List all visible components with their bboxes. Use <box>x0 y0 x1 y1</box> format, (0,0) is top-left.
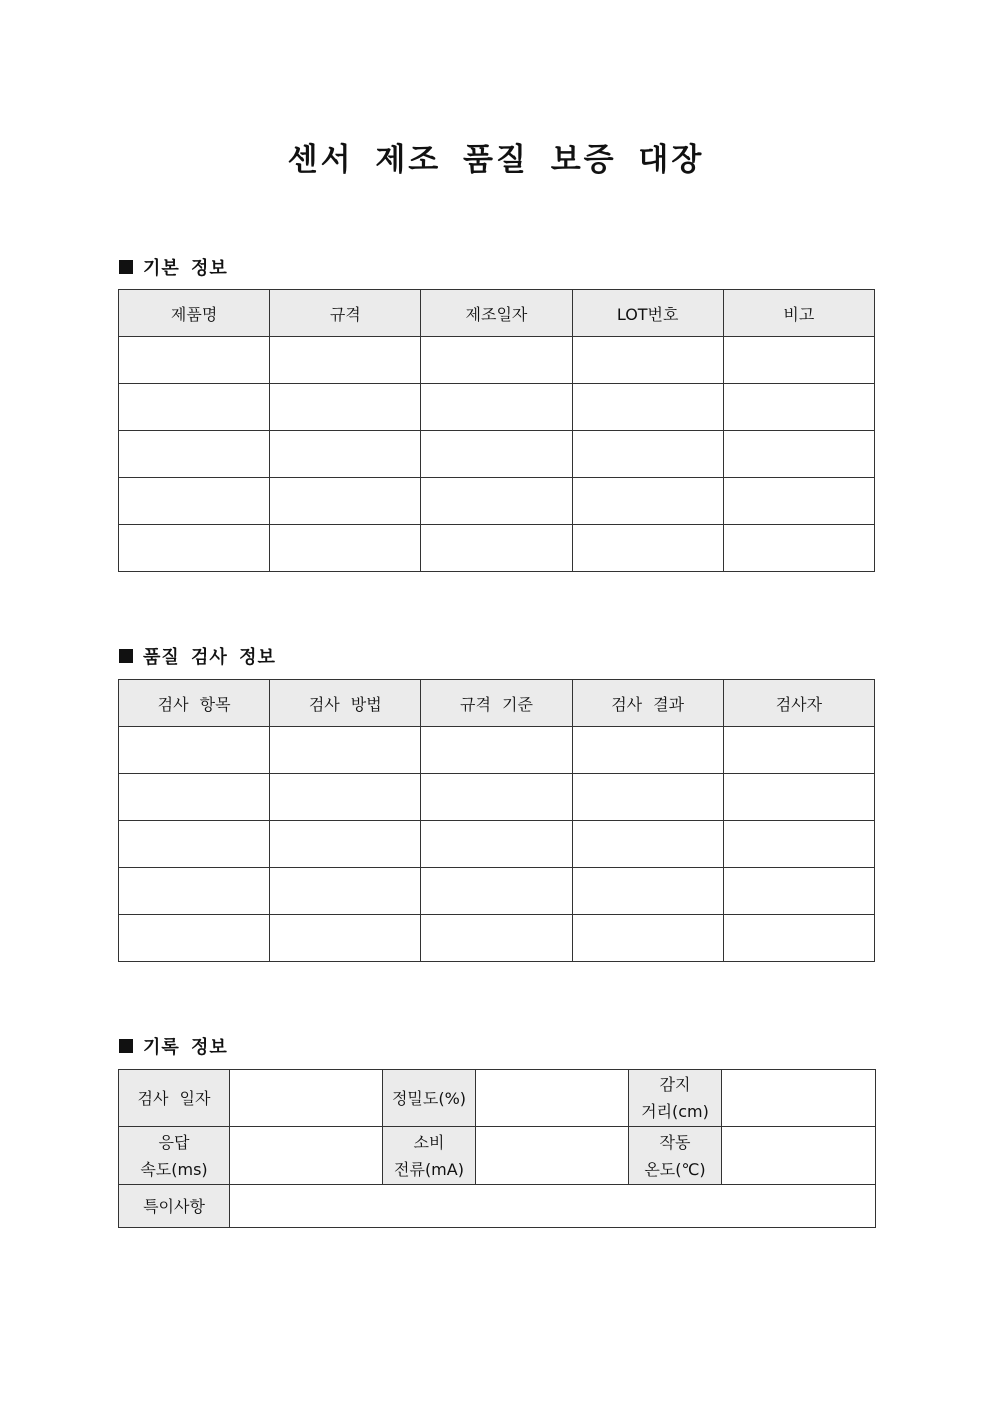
table-cell[interactable] <box>421 478 572 525</box>
section-heading-record-label: 기록 정보 <box>143 1037 228 1058</box>
column-header: 검사 결과 <box>572 680 723 727</box>
response-speed-label-line2: 속도(ms) <box>140 1159 208 1179</box>
table-cell[interactable] <box>421 525 572 572</box>
column-header: 검사자 <box>723 680 874 727</box>
table-row <box>119 525 875 572</box>
table-cell[interactable] <box>119 774 270 821</box>
table-cell[interactable] <box>119 821 270 868</box>
table-row <box>119 915 875 962</box>
table-cell[interactable] <box>421 915 572 962</box>
table-row <box>119 337 875 384</box>
table-cell[interactable] <box>572 384 723 431</box>
table-cell[interactable] <box>270 478 421 525</box>
current-consumption-label-line1: 소비 <box>413 1132 445 1152</box>
table-header-row <box>119 680 875 727</box>
table-cell[interactable] <box>119 525 270 572</box>
column-header: 제조일자 <box>421 290 572 337</box>
square-bullet-icon <box>119 649 133 663</box>
table-cell[interactable] <box>723 478 874 525</box>
table-row <box>119 868 875 915</box>
table-row <box>119 727 875 774</box>
record-info-table <box>118 1069 876 1228</box>
section-heading-basic <box>119 254 228 280</box>
table-cell[interactable] <box>119 337 270 384</box>
table-cell[interactable] <box>723 915 874 962</box>
table-cell[interactable] <box>572 821 723 868</box>
square-bullet-icon <box>119 260 133 274</box>
table-cell[interactable] <box>723 774 874 821</box>
table-row <box>119 431 875 478</box>
inspection-date-label: 검사 일자 <box>119 1070 230 1127</box>
table-cell[interactable] <box>270 868 421 915</box>
table-cell[interactable] <box>572 915 723 962</box>
current-consumption-label <box>383 1127 476 1185</box>
table-cell[interactable] <box>119 727 270 774</box>
remarks-label: 특이사항 <box>119 1185 230 1228</box>
column-header: 비고 <box>723 290 874 337</box>
table-header-row <box>119 290 875 337</box>
section-heading-record <box>119 1033 228 1059</box>
operating-temp-label-line2: 온도(℃) <box>644 1159 706 1179</box>
table-row <box>119 774 875 821</box>
table-cell[interactable] <box>119 478 270 525</box>
table-cell[interactable] <box>723 431 874 478</box>
table-row <box>119 1185 876 1228</box>
table-cell[interactable] <box>572 478 723 525</box>
table-cell[interactable] <box>421 337 572 384</box>
table-row <box>119 1070 876 1127</box>
table-cell[interactable] <box>572 431 723 478</box>
column-header: 제품명 <box>119 290 270 337</box>
table-cell[interactable] <box>723 525 874 572</box>
operating-temp-label <box>629 1127 722 1185</box>
remarks-field[interactable] <box>230 1185 876 1228</box>
table-cell[interactable] <box>572 525 723 572</box>
table-cell[interactable] <box>421 384 572 431</box>
operating-temp-field[interactable] <box>722 1127 876 1185</box>
section-heading-inspection-label: 품질 검사 정보 <box>143 647 276 668</box>
column-header: 검사 항목 <box>119 680 270 727</box>
table-cell[interactable] <box>270 774 421 821</box>
table-cell[interactable] <box>119 384 270 431</box>
current-consumption-label-line2: 전류(mA) <box>394 1159 464 1179</box>
table-cell[interactable] <box>119 868 270 915</box>
precision-label: 정밀도(%) <box>383 1070 476 1127</box>
table-row <box>119 384 875 431</box>
operating-temp-label-line1: 작동 <box>659 1132 691 1152</box>
sensing-distance-label <box>629 1070 722 1127</box>
table-row <box>119 1127 876 1185</box>
response-speed-field[interactable] <box>230 1127 383 1185</box>
table-cell[interactable] <box>572 868 723 915</box>
sensing-distance-label-line1: 감지 <box>659 1075 691 1094</box>
sensing-distance-field[interactable] <box>722 1070 876 1127</box>
table-cell[interactable] <box>421 774 572 821</box>
table-cell[interactable] <box>421 821 572 868</box>
table-cell[interactable] <box>270 431 421 478</box>
table-cell[interactable] <box>723 384 874 431</box>
square-bullet-icon <box>119 1039 133 1053</box>
table-row <box>119 821 875 868</box>
table-cell[interactable] <box>270 727 421 774</box>
table-row <box>119 478 875 525</box>
column-header: LOT번호 <box>572 290 723 337</box>
table-cell[interactable] <box>421 868 572 915</box>
table-cell[interactable] <box>723 821 874 868</box>
table-cell[interactable] <box>270 384 421 431</box>
table-cell[interactable] <box>421 727 572 774</box>
inspection-date-field[interactable] <box>230 1070 383 1127</box>
response-speed-label-line1: 응답 <box>158 1132 190 1152</box>
table-cell[interactable] <box>270 337 421 384</box>
column-header: 규격 기준 <box>421 680 572 727</box>
table-cell[interactable] <box>119 915 270 962</box>
precision-field[interactable] <box>476 1070 629 1127</box>
page-title: 센서 제조 품질 보증 대장 <box>287 142 705 178</box>
sensing-distance-label-line2: 거리(cm) <box>641 1102 709 1121</box>
table-cell[interactable] <box>270 915 421 962</box>
table-cell[interactable] <box>723 868 874 915</box>
section-heading-inspection <box>119 643 276 669</box>
section-heading-basic-label: 기본 정보 <box>143 258 228 279</box>
table-cell[interactable] <box>723 727 874 774</box>
current-consumption-field[interactable] <box>476 1127 629 1185</box>
table-cell[interactable] <box>723 337 874 384</box>
table-cell[interactable] <box>572 774 723 821</box>
column-header: 규격 <box>270 290 421 337</box>
basic-info-table <box>118 289 875 572</box>
column-header: 검사 방법 <box>270 680 421 727</box>
table-cell[interactable] <box>270 525 421 572</box>
table-cell[interactable] <box>572 727 723 774</box>
response-speed-label <box>119 1127 230 1185</box>
table-cell[interactable] <box>270 821 421 868</box>
table-cell[interactable] <box>572 337 723 384</box>
table-cell[interactable] <box>421 431 572 478</box>
inspection-info-table <box>118 679 875 962</box>
table-cell[interactable] <box>119 431 270 478</box>
